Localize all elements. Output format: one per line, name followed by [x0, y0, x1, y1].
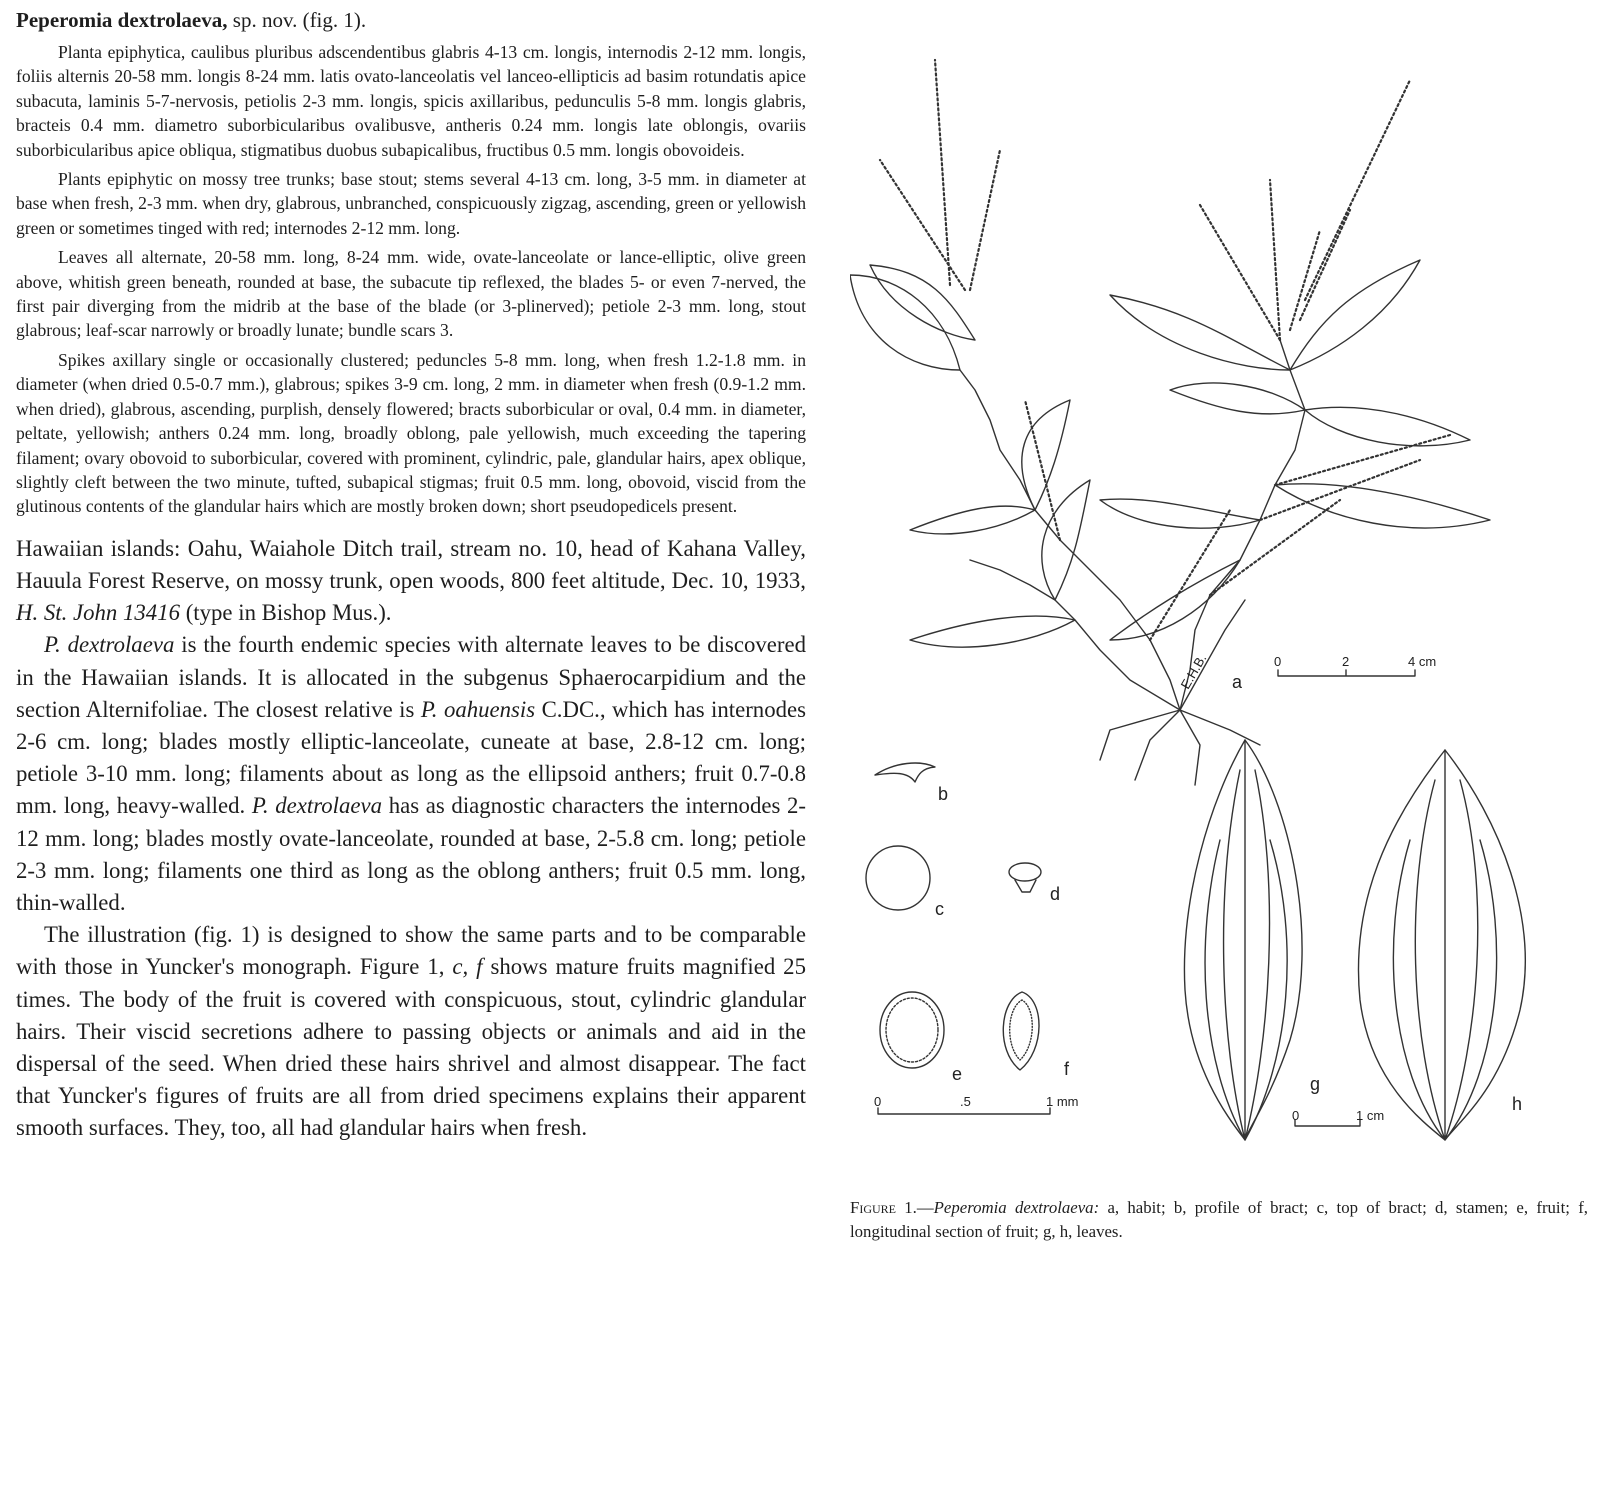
species-name: Peperomia dextrolaeva,: [16, 8, 228, 32]
habit-scale-4cm: 4 cm: [1408, 654, 1437, 669]
label-h: h: [1512, 1094, 1523, 1114]
label-e: e: [952, 1064, 963, 1084]
fruit-scale-0: 0: [874, 1094, 882, 1109]
bract-profile-drawing: [875, 763, 935, 782]
collector: H. St. John 13416: [16, 600, 180, 626]
latin-paragraph: Planta epiphytica, caulibus pluribus adscendentibus glabris 4-13 cm. longis, internodis 2-12 mm. longis, foliis alternis 20-58 mm. longis 8-24 mm. latis ovato-lanceolatis vel lanceo-ellipticis ad basim rotundatis apice subacuta, laminis 5-7-nervosis, petiolis 2-3 mm. longis, spicis axillaribus, pedunculis 5-8 mm. longis glabris, bracteis 0.4 mm. diametro suborbicularibus ovalibusve, antheris 0.24 mm. longis late oblongis, ovariis suborbicularibus apice obliqua, stigmatibus duobus subapicalibus, fructibus 0.5 mm. longis obovoideis.: [16, 42, 806, 160]
comparison-paragraph: [16, 629, 806, 919]
leaf: [910, 616, 1075, 647]
leaf: [1275, 484, 1490, 528]
figure-caption: [850, 1196, 1588, 1244]
leaf: [850, 275, 960, 370]
leaf-scale-0: 0: [1292, 1108, 1300, 1123]
comparison-text: has as diagnostic characters the internodes 2-12 mm. long; blades mostly ovate-lanceolate, rounded at base, 2-5.8 cm. long; petiole 2-3 mm. long; filaments one third as long as the oblong anthers; fruit 0.5 mm. long, thin-walled.: [16, 793, 806, 915]
stem: [970, 560, 1180, 710]
species-ref: P. dextrolaeva: [44, 632, 175, 658]
label-g: g: [1310, 1074, 1321, 1094]
fruit-drawing: [880, 992, 944, 1068]
label-b: b: [938, 784, 949, 804]
spike: [1300, 210, 1350, 320]
leaf: [1170, 383, 1305, 414]
fruit-scale-1mm: 1 mm: [1046, 1094, 1079, 1109]
label-f: f: [1064, 1059, 1070, 1079]
fruit-scale-half: .5: [960, 1094, 971, 1109]
spike: [1200, 205, 1280, 340]
caption-text: a, habit; b, profile of bract; c, top of bract; d, stamen; e, fruit; f, longitudinal section of fruit; g, h, leaves.: [850, 1198, 1588, 1241]
description-paragraph-stems: Plants epiphytic on mossy tree trunks; base stout; stems several 4-13 cm. long, 3-5 mm. in diameter at base when fresh, 2-3 mm. when dry, glabrous, unbranched, conspicuously zigzag, ascending, green or yellowish green or sometimes tinged with red; internodes 2-12 mm. long.: [16, 169, 806, 238]
locality-paragraph: [16, 533, 806, 630]
botanical-figure: [850, 40, 1590, 1180]
caption-label: Figure 1.—: [850, 1198, 934, 1217]
label-d: d: [1050, 884, 1061, 904]
label-a: a: [1232, 672, 1243, 692]
discussion-text: [16, 533, 806, 1145]
leaf: [910, 506, 1035, 534]
bract-top-drawing: [866, 846, 930, 910]
habit-scale-bar: [1278, 670, 1415, 676]
figure-ref: c, f: [452, 954, 483, 980]
stem: [1177, 600, 1245, 710]
habit-scale-2: 2: [1342, 654, 1350, 669]
leaf: [870, 265, 975, 340]
leaf: [1110, 295, 1290, 370]
species-ref: P. oahuensis: [420, 696, 536, 722]
spike: [1305, 80, 1410, 300]
comparison-text: is the fourth endemic species with alternate leaves to be discovered in the Hawaiian islands. It is allocated in the subgenus Sphaerocarpidium and the section Alternifoliae. The closest relative is: [16, 632, 806, 722]
leaf: [1290, 260, 1420, 370]
label-c: c: [935, 899, 944, 919]
article-text: [16, 6, 806, 1145]
locality-text: Hawaiian islands: Oahu, Waiahole Ditch trail, stream no. 10, head of Kahana Valley, Hauula Forest Reserve, on mossy trunk, open woods, 800 feet altitude, Dec. 10, 1933,: [16, 535, 806, 593]
leaf: [1042, 480, 1090, 600]
illustration-text: The illustration (fig. 1) is designed to show the same parts and to be comparable with those in Yuncker's monograph. Figure 1,: [16, 922, 806, 980]
leaf: [1305, 407, 1470, 446]
root: [1100, 710, 1260, 785]
leaf-h-drawing: [1358, 750, 1525, 1140]
spike: [970, 150, 1000, 290]
species-ref: P. dextrolaeva: [251, 793, 383, 819]
heading-rest: sp. nov. (fig. 1).: [227, 8, 367, 32]
spike: [1275, 435, 1450, 485]
comparison-text: C.DC., which has internodes 2-6 cm. long; blades mostly elliptic-lanceolate, cuneate at base, 2.8-12 cm. long; petiole 3-10 mm. long; filaments about as long as the ellipsoid anthers; fruit 0.7-0.8 mm. long, heavy-walled.: [16, 696, 806, 819]
spike: [1150, 510, 1230, 640]
locality-tail: (type in Bishop Mus.).: [180, 600, 392, 626]
stem: [960, 370, 1180, 710]
leaf-scale-bar: [1295, 1120, 1360, 1126]
spike: [880, 160, 965, 290]
leaf: [1100, 499, 1260, 528]
stamen-drawing: [1009, 863, 1041, 892]
leaf-g-drawing: [1184, 740, 1302, 1140]
habit-scale-0: 0: [1274, 654, 1282, 669]
spike: [1270, 180, 1280, 340]
illustration-paragraph: [16, 919, 806, 1144]
latin-description: [16, 40, 806, 162]
illustration-text: shows mature fruits magnified 25 times. The body of the fruit is covered with conspicuous, stout, cylindric glandular hairs. Their viscid secretions adhere to passing objects or animals and aid in the dispersal of the seed. When dried these hairs shrivel and almost disappear. The fact that Yuncker's figures of fruits are all from dried specimens explains their apparent smooth surfaces. They, too, all had glandular hairs when fresh.: [16, 954, 806, 1141]
species-heading: [16, 6, 806, 34]
description-paragraph-spikes: Spikes axillary single or occasionally clustered; peduncles 5-8 mm. long, when fresh 1.2-1.8 mm. in diameter (when dried 0.5-0.7 mm.), glabrous; spikes 3-9 cm. long, 2 mm. in diameter when fresh (0.9-1.2 mm. when dried), glabrous, ascending, purplish, densely flowered; bracts suborbicular or oval, 0.4 mm. in diameter, peltate, yellowish; anthers 0.24 mm. long, broadly oblong, pale yellowish, much exceeding the tapering filament; ovary obovoid to suborbicular, covered with prominent, cylindric, pale, glandular hairs, apex oblique, slightly cleft between the two minute, tufted, subapical stigmas; fruit 0.5 mm. long, obovoid, viscid from the glutinous contents of the glandular hairs which are mostly broken down; short pseudopedicels present.: [16, 349, 806, 517]
flower-spikes: [880, 60, 1450, 640]
signature: E.H.B.: [1177, 651, 1210, 692]
plant-habit-drawing: [850, 260, 1490, 785]
spike: [935, 60, 950, 285]
leaf-scale-1cm: 1 cm: [1356, 1108, 1385, 1123]
caption-species: Peperomia dextrolaeva:: [933, 1198, 1100, 1217]
fruit-section-drawing: [1003, 992, 1039, 1070]
english-description: [16, 167, 806, 519]
description-paragraph-leaves: Leaves all alternate, 20-58 mm. long, 8-24 mm. wide, ovate-lanceolate or lance-elliptic, olive green above, whitish green beneath, rounded at base, the subacute tip reflexed, the blades 5- or even 7-nerved, the first pair diverging from the midrib at the base of the blade (or 3-plinerved); petiole 2-3 mm. long, stout glabrous; leaf-scar narrowly or broadly lunate; bundle scars 3.: [16, 247, 806, 341]
